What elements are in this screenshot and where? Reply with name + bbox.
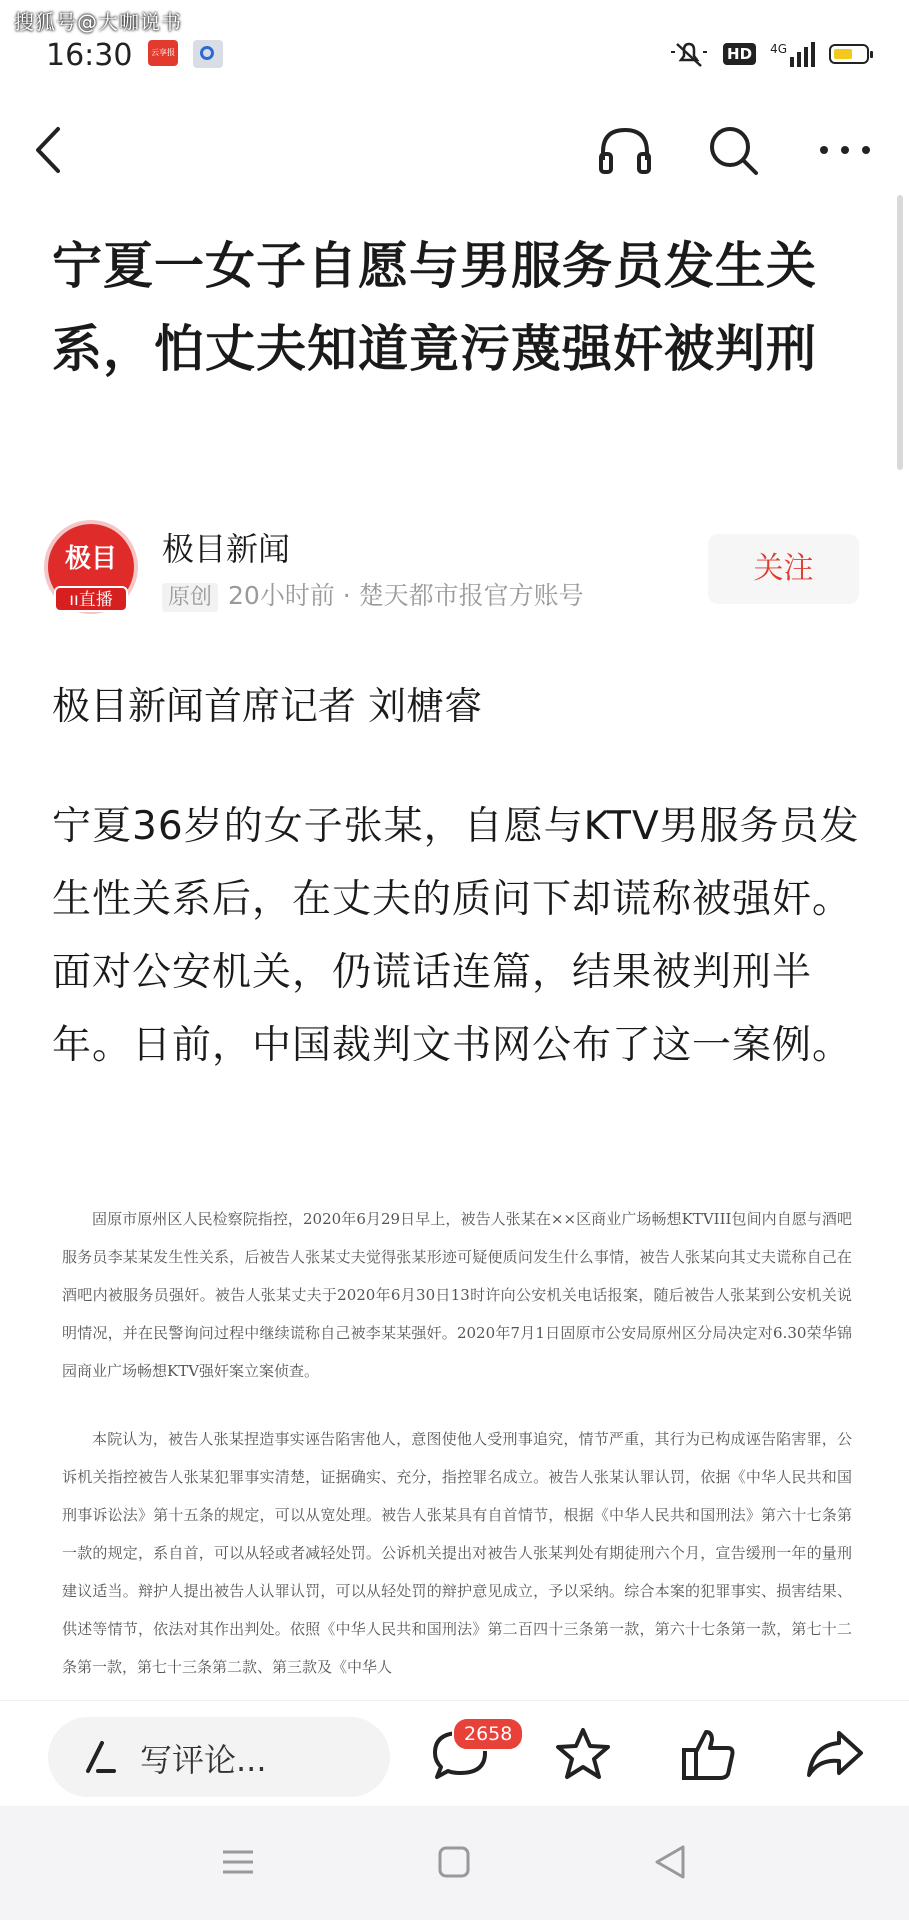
thumbs-up-icon <box>680 1726 736 1782</box>
more-icon <box>818 143 872 157</box>
comment-input[interactable] <box>48 1717 390 1797</box>
watermark: 搜狐号@大咖说书 <box>14 10 182 34</box>
hd-icon: HD <box>723 43 756 65</box>
author-row <box>44 520 864 620</box>
source-avatar[interactable] <box>44 520 138 614</box>
top-nav-bar <box>0 100 909 200</box>
pen-icon <box>80 1737 120 1777</box>
system-nav-bar <box>0 1806 909 1920</box>
court-document-image[interactable] <box>62 1200 852 1700</box>
notification-app-icon: 云享报 <box>148 40 178 66</box>
star-icon <box>554 1726 612 1782</box>
back-button[interactable] <box>10 100 90 200</box>
back-icon <box>30 125 70 175</box>
menu-icon <box>221 1849 255 1875</box>
share-button[interactable] <box>800 1719 870 1789</box>
document-paragraph: 本院认为，被告人张某捏造事实诬告陷害他人，意图使他人受刑事追究，情节严重，其行为已构成诬告陷害罪，公诉机关指控被告人张某犯罪事实清楚，证据确实、充分，指控罪名成立。被告人张某认罪认罚，依据《中华人民共和国刑事诉讼法》第十五条的规定，可以从宽处理。被告人张某具有自首情节，根据《中华人民共和国刑法》第六十七条第一款的规定，系自首，可以从轻或者减轻处罚。公诉机关提出对被告人张某判处有期徒刑六个月，宣告缓刑一年的量刑建议适当。辩护人提出被告人认罪认罚，可以从轻处罚的辩护意见成立，予以采纳。综合本案的犯罪事实、损害结果、供述等情节，依法对其作出判处。依照《中华人民共和国刑法》第二百四十三条第一款，第六十七条第一款，第七十二条第一款，第七十三条第二款、第三款及《中华人 <box>62 1430 852 1676</box>
bottom-action-bar <box>0 1700 909 1807</box>
signal-icon: 4G <box>770 42 815 67</box>
publish-info: 20小时前 · 楚天都市报官方账号 <box>228 581 584 610</box>
silent-bell-icon <box>669 38 709 70</box>
article-meta <box>162 576 584 612</box>
like-button[interactable] <box>673 1719 743 1789</box>
article-title: 宁夏一女子自愿与男服务员发生关系，怕丈夫知道竟污蔑强奸被判刑 <box>52 237 817 378</box>
status-time: 16:30 <box>46 38 133 73</box>
original-tag: 原创 <box>162 583 218 612</box>
scroll-indicator[interactable] <box>897 195 903 470</box>
live-badge: ıı直播 <box>54 586 128 612</box>
document-paragraph: 固原市原州区人民检察院指控，2020年6月29日早上，被告人张某在××区商业广场畅想KTVIII包间内自愿与酒吧服务员李某某发生性关系，后被告人张某丈夫觉得张某形迹可疑便质问发生什么事情，被告人张某向其丈夫谎称自己在酒吧内被服务员强奸。被告人张某丈夫于2020年6月30日13时许向公安机关电话报案，随后被告人张某到公安机关说明情况，并在民警询问过程中继续谎称自己被李某某强奸。2020年7月1日固原市公安局原州区分局决定对6.30荣华锦园商业广场畅想KTV强奸案立案侦查。 <box>62 1210 852 1380</box>
search-button[interactable] <box>693 100 773 200</box>
home-square-icon <box>437 1845 471 1879</box>
notification-app-icon-2 <box>193 40 223 68</box>
comment-placeholder: 写评论... <box>140 1741 267 1779</box>
search-icon <box>706 123 760 177</box>
home-button[interactable] <box>424 1832 484 1892</box>
live-icon: ıı <box>69 590 79 610</box>
battery-icon <box>829 44 869 64</box>
avatar-label: 极目 <box>64 544 117 574</box>
status-icons <box>669 38 869 70</box>
comment-count-badge: 2658 <box>452 1717 524 1751</box>
headphones-icon <box>597 124 653 176</box>
back-triangle-icon <box>653 1844 687 1880</box>
recent-apps-button[interactable] <box>208 1832 268 1892</box>
source-name[interactable]: 极目新闻 <box>162 530 291 568</box>
favorite-button[interactable] <box>548 1719 618 1789</box>
share-icon <box>805 1727 865 1781</box>
follow-button[interactable]: 关注 <box>708 534 859 604</box>
listen-button[interactable] <box>585 100 665 200</box>
more-button[interactable] <box>805 100 885 200</box>
article-paragraph: 宁夏36岁的女子张某，自愿与KTV男服务员发生性关系后，在丈夫的质问下却谎称被强奸。面对公安机关，仍谎话连篇，结果被判刑半年。日前，中国裁判文书网公布了这一案例。 <box>52 804 860 1068</box>
system-back-button[interactable] <box>640 1832 700 1892</box>
byline: 极目新闻首席记者 刘榶睿 <box>52 684 483 728</box>
